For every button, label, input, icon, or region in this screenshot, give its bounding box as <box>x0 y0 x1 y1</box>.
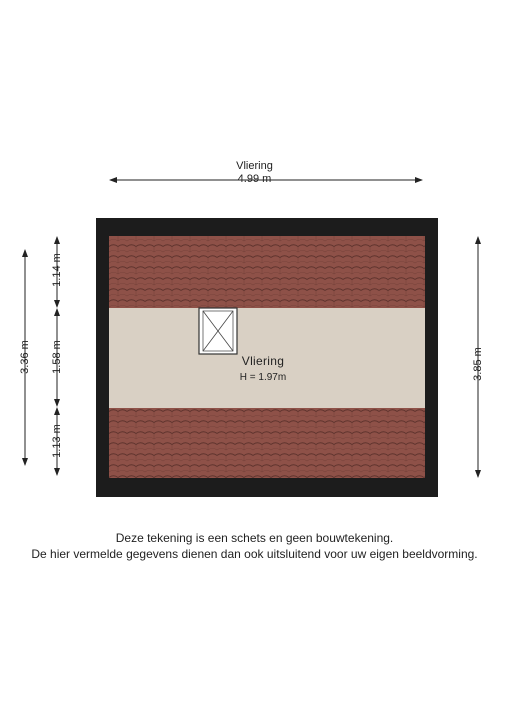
disclaimer-line-1: Deze tekening is een schets en geen bouwtekening. <box>115 531 394 545</box>
roof-tiles-top <box>109 236 425 308</box>
top-dimension-name: Vliering <box>236 160 273 172</box>
left-segment-2-label: 1.58 m <box>51 340 63 374</box>
left-segment-1-label: 1.14 m <box>51 253 63 287</box>
roof-tiles-bottom <box>109 408 425 478</box>
left-total-dimension-label: 3.36 m <box>19 340 31 374</box>
room-height: H = 1.97m <box>239 372 287 383</box>
disclaimer-line-2: De hier vermelde gegevens dienen dan ook uitsluitend voor uw eigen beeldvorming. <box>31 547 478 561</box>
top-dimension-length: 4.99 m <box>237 173 272 185</box>
left-segment-3-label: 1.13 m <box>51 424 63 458</box>
room-name: Vliering <box>241 354 285 368</box>
right-dimension-label: 3.85 m <box>472 347 484 381</box>
roof-window-icon <box>199 308 237 354</box>
